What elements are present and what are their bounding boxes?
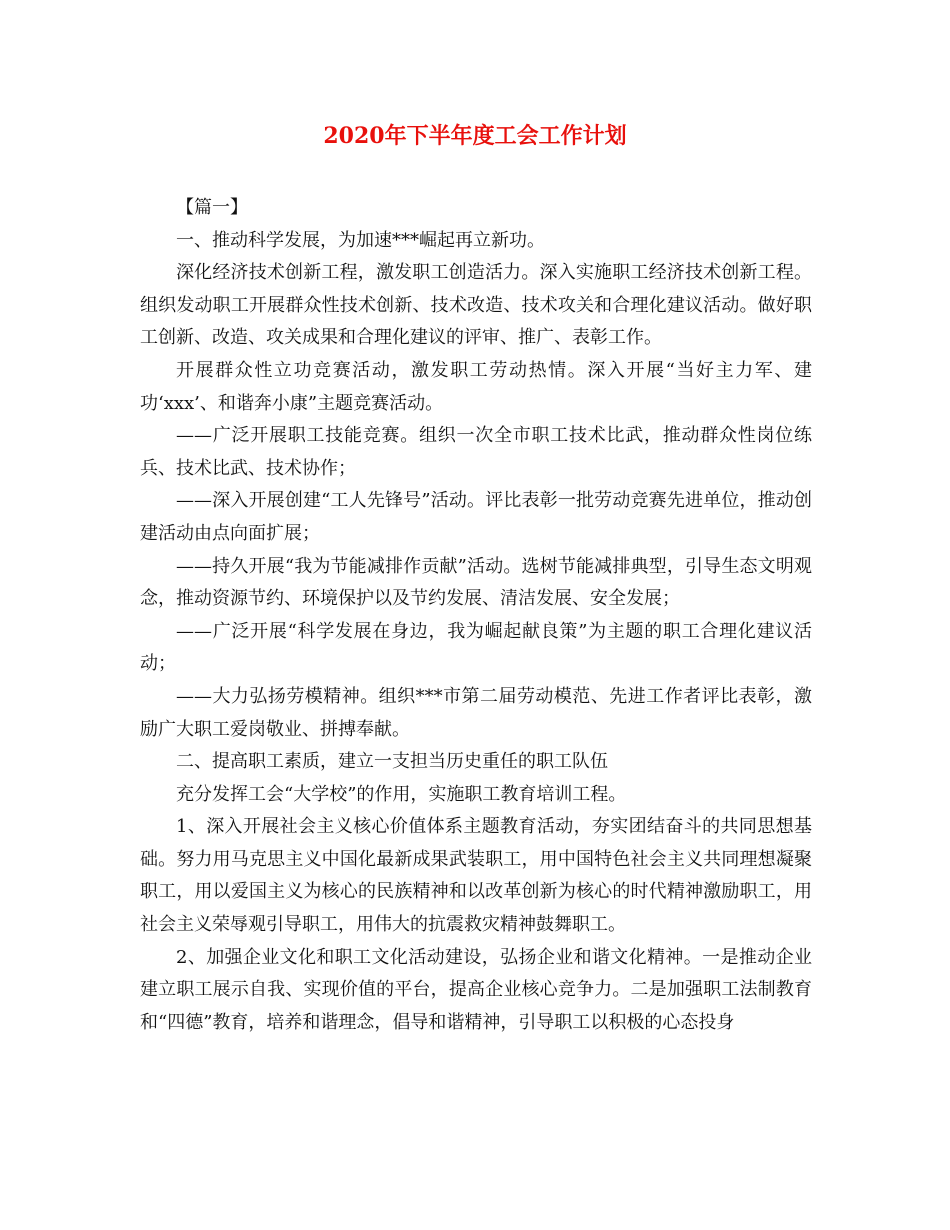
- section-marker: 【篇一】: [176, 197, 248, 218]
- bullet-paragraph: ——大力弘扬劳模精神。组织***市第二届劳动模范、先进工作者评比表彰，激励广大职工爱岗敬业、拼搏奉献。: [140, 685, 812, 740]
- section-heading-1: 一、推动科学发展，为加速***崛起再立新功。: [176, 229, 545, 251]
- numbered-paragraph: 2、加强企业文化和职工文化活动建设，弘扬企业和谐文化精神。一是推动企业建立职工展示自我、实现价值的平台，提高企业核心竞争力。二是加强职工法制教育和“四德”教育，培养和谐理念，倡导和谐精神，引导职工以积极的心态投身: [140, 946, 812, 1033]
- body-paragraph: 开展群众性立功竞赛活动，激发职工劳动热情。深入开展“当好主力军、建功‘xxx’、和谐奔小康”主题竞赛活动。: [140, 359, 812, 414]
- document-title: 2020年下半年度工会工作计划: [323, 123, 627, 149]
- body-paragraph: 充分发挥工会“大学校”的作用，实施职工教育培训工程。: [176, 783, 627, 805]
- numbered-paragraph: 1、深入开展社会主义核心价值体系主题教育活动，夯实团结奋斗的共同思想基础。努力用马克思主义中国化最新成果武装职工，用中国特色社会主义共同理想凝聚职工，用以爱国主义为核心的民族精神和以改革创新为核心的时代精神激励职工，用社会主义荣辱观引导职工，用伟大的抗震救灾精神鼓舞职工。: [140, 816, 812, 936]
- bullet-paragraph: ——广泛开展职工技能竞赛。组织一次全市职工技术比武，推动群众性岗位练兵、技术比武、技术协作；: [140, 425, 812, 479]
- document-body: [140, 192, 812, 1039]
- body-paragraph: 深化经济技术创新工程，激发职工创造活力。深入实施职工经济技术创新工程。组织发动职工开展群众性技术创新、技术改造、技术攻关和合理化建议活动。做好职工创新、改造、攻关成果和合理化建议的评审、推广、表彰工作。: [140, 262, 812, 349]
- bullet-paragraph: ——深入开展创建“工人先锋号”活动。评比表彰一批劳动竞赛先进单位，推动创建活动由点向面扩展；: [140, 490, 812, 544]
- bullet-paragraph: ——广泛开展“科学发展在身边，我为崛起献良策”为主题的职工合理化建议活动；: [140, 620, 812, 675]
- bullet-paragraph: ——持久开展“我为节能减排作贡献”活动。选树节能减排典型，引导生态文明观念，推动资源节约、环境保护以及节约发展、清洁发展、安全发展；: [140, 555, 812, 610]
- section-heading-2: 二、提高职工素质，建立一支担当历史重任的职工队伍: [176, 751, 608, 773]
